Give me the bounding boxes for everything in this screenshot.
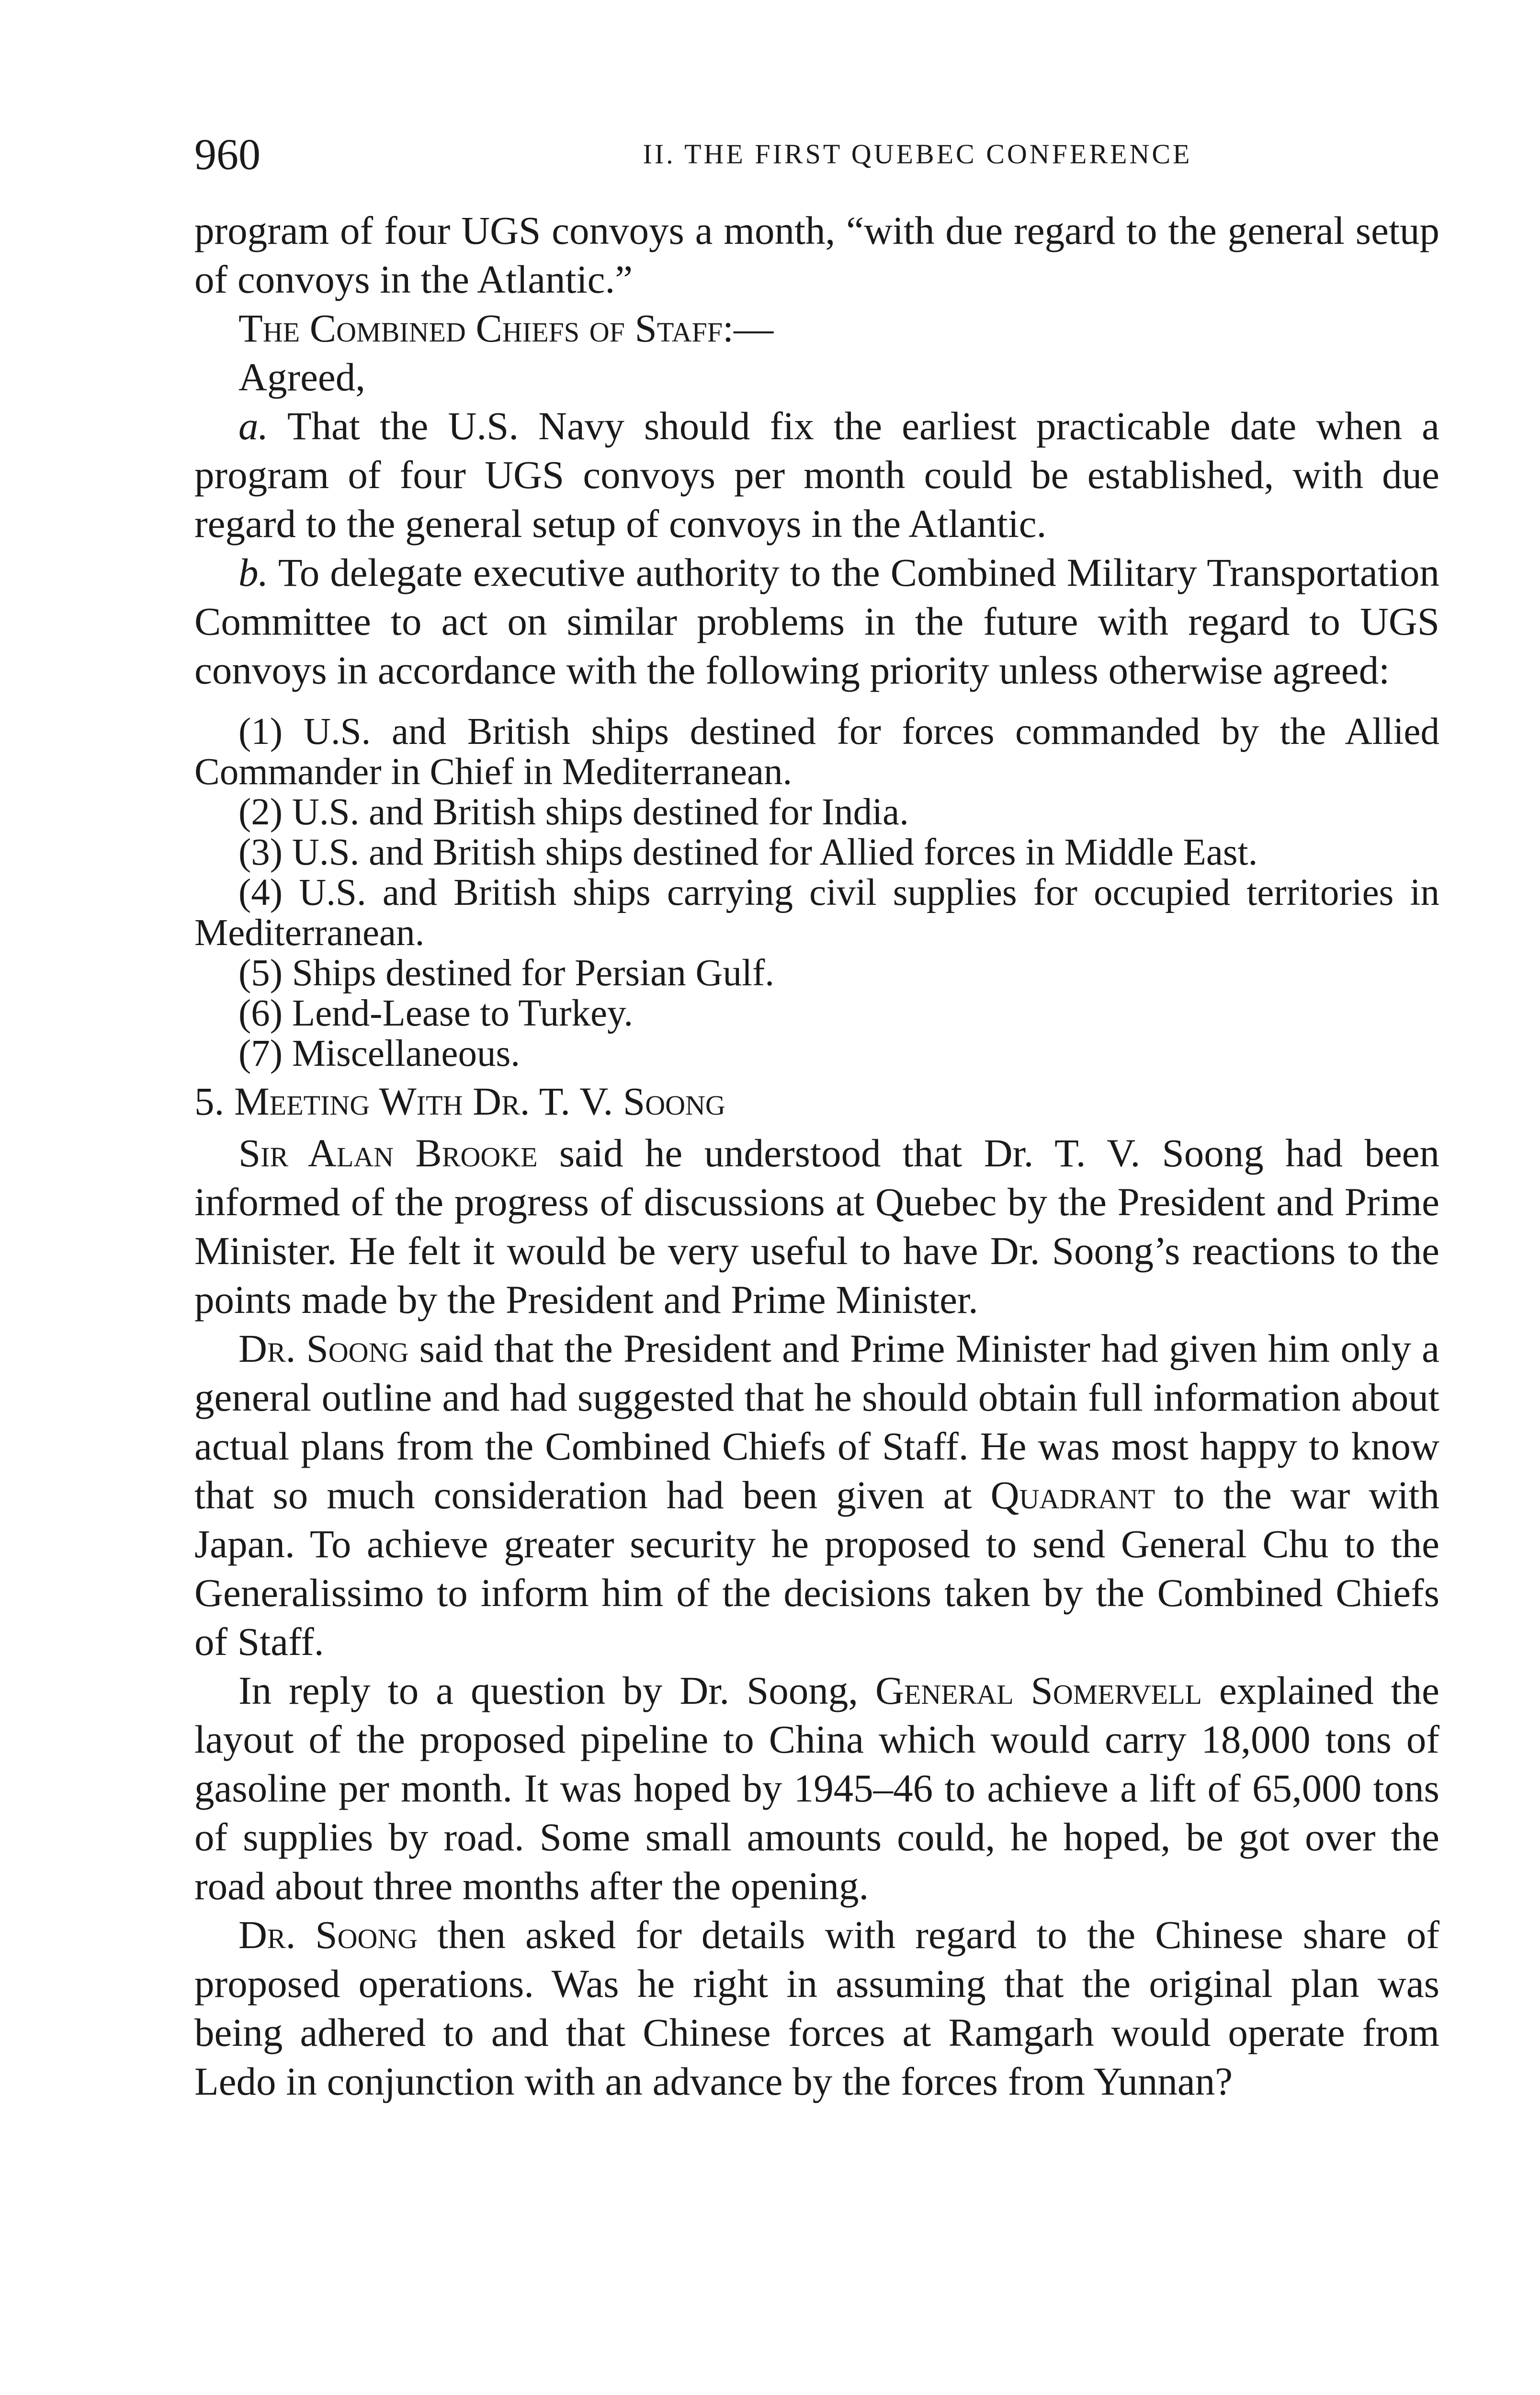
page-header: [194, 125, 1439, 183]
resolution-item-a: [194, 401, 1439, 548]
item-a-text: That the U.S. Navy should fix the earliest practicable date when a program of four UGS convoys per month could be established, with due regard to the general setup of convoys in the Atlantic.: [194, 404, 1439, 546]
code-name-quadrant: Quadrant: [990, 1473, 1155, 1517]
paragraph-somervell-text-a: In reply to a question by Dr. Soong,: [238, 1668, 875, 1712]
agreed-line: Agreed,: [238, 355, 366, 399]
item-a-label: a.: [238, 404, 269, 448]
priority-item-4: (4) U.S. and British ships carrying civil supplies for occupied territories in Mediterranean.: [194, 872, 1439, 954]
priority-item-3: (3) U.S. and British ships destined for Allied forces in Middle East.: [238, 832, 1258, 873]
paragraph-brooke-text: said he understood that Dr. T. V. Soong had been informed of the progress of discussions at Quebec by the President and Prime Minister. He felt it would be very useful to have Dr. Soong’s reactions to the points made by the President and Prime Minister.: [194, 1131, 1439, 1322]
speaker-somervell: General Somervell: [875, 1668, 1202, 1712]
paragraph-soong-1-text-b: to the war with Japan. To achieve greater security he proposed to send General Chu to the Generalissimo to inform him of the decisions taken by the Combined Chiefs of Staff.: [194, 1473, 1439, 1664]
running-head: II. THE FIRST QUEBEC CONFERENCE: [643, 138, 1192, 170]
paragraph-soong-1-text-a: said that the President and Prime Minister had given him only a general outline and had suggested that he should obtain full information about actual plans from the Combined Chiefs of Staff. He was most happy to know that so much consideration had been given at: [194, 1326, 1439, 1517]
item-b-label: b.: [238, 550, 269, 594]
priority-item-1: (1) U.S. and British ships destined for forces commanded by the Allied Commander in Chief in Mediterranean.: [194, 711, 1439, 793]
priority-item-7: (7) Miscellaneous.: [238, 1033, 520, 1074]
priority-item-5: (5) Ships destined for Persian Gulf.: [238, 952, 774, 994]
resolution-heading-text: The Combined Chiefs of Staff:—: [238, 306, 774, 350]
paragraph-brooke: [194, 1129, 1439, 1324]
speaker-soong: Dr. Soong: [238, 1326, 409, 1370]
priority-item-6: (6) Lend-Lease to Turkey.: [238, 992, 634, 1034]
paragraph-somervell-text-b: explained the layout of the proposed pipeline to China which would carry 18,000 tons of gasoline per month. It was hoped by 1945–46 to achieve a lift of 65,000 tons of supplies by road. Some small amounts could, he hoped, be got over the road about three months after the opening.: [194, 1668, 1439, 1908]
page-number: 960: [194, 130, 260, 179]
item-b-text: To delegate executive authority to the Combined Military Transportation Committee to act on similar problems in the future with regard to UGS convoys in accordance with the following priority unless otherwise agreed:: [194, 550, 1439, 692]
speaker-soong-2: Dr. Soong: [238, 1913, 418, 1957]
resolution-heading: [194, 304, 1439, 353]
document-body: [194, 206, 1439, 2106]
paragraph-soong-2: [194, 1910, 1439, 2106]
section-heading: 5. Meeting With Dr. T. V. Soong: [194, 1079, 725, 1123]
paragraph-soong-1: [194, 1324, 1439, 1666]
paragraph-continuation: program of four UGS convoys a month, “with due regard to the general setup of convoys in the Atlantic.”: [194, 208, 1439, 301]
resolution-item-b: [194, 548, 1439, 695]
priority-list: [194, 712, 1439, 1074]
priority-item-2: (2) U.S. and British ships destined for India.: [238, 791, 909, 833]
speaker-brooke: Sir Alan Brooke: [238, 1131, 538, 1175]
paragraph-somervell: [194, 1666, 1439, 1910]
paragraph-soong-2-text: then asked for details with regard to the Chinese share of proposed operations. Was he right in assuming that the original plan was being adhered to and that Chinese forces at Ramgarh would operate from Ledo in conjunction with an advance by the forces from Yunnan?: [194, 1913, 1439, 2103]
